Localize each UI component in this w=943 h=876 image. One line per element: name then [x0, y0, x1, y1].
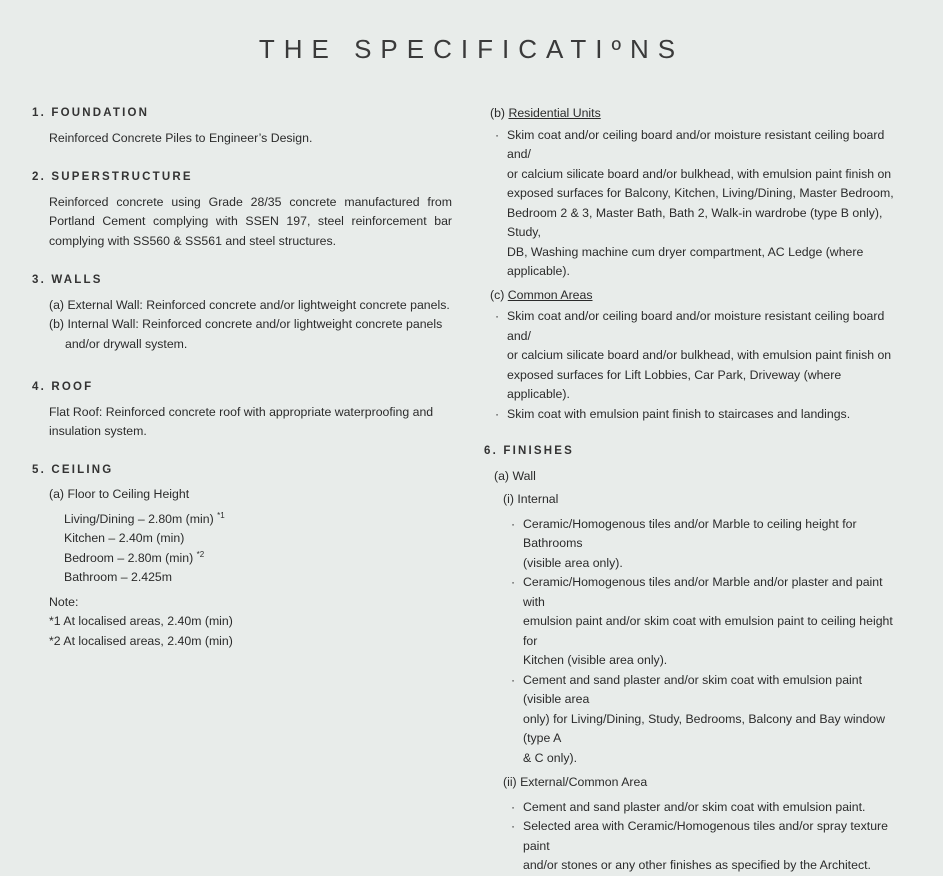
section-heading-superstructure: 2. SUPERSTRUCTURE — [32, 171, 193, 183]
common-areas-label: Common Areas — [507, 287, 593, 302]
note-label: Note: — [49, 594, 79, 609]
internal-line: only) for Living/Dining, Study, Bedrooms, Balcony and Bay window (type A — [523, 711, 886, 745]
finishes-external-label: (ii) External/Common Area — [503, 775, 648, 789]
list-item — [490, 126, 900, 282]
section-heading-walls: 3. WALLS — [32, 274, 103, 286]
residential-line: · Skim coat and/or ceiling board and/or moisture resistant ceiling board and/ — [507, 127, 885, 161]
walls-body — [32, 296, 452, 355]
walls-external: (a) External Wall: Reinforced concrete and/or lightweight concrete panels. — [49, 297, 450, 312]
common-areas-heading — [490, 286, 900, 306]
footnote-marker: *1 — [217, 510, 225, 520]
note-item: *2 At localised areas, 2.40m (min) — [49, 633, 233, 648]
roof-body — [32, 403, 452, 442]
right-column — [484, 104, 900, 876]
ceiling-height-item — [64, 568, 452, 588]
residential-line: Bedroom 2 & 3, Master Bath, Bath 2, Walk-in wardrobe (type B only), Study, — [507, 205, 883, 239]
residential-line: or calcium silicate board and/or bulkhead, with emulsion paint finish on — [507, 166, 892, 181]
residential-units-label: Residential Units — [508, 106, 601, 120]
finishes-wall-body — [494, 490, 900, 876]
list-item — [506, 671, 900, 769]
common-line: · Skim coat with emulsion paint finish to staircases and landings. — [507, 406, 851, 421]
ceiling-height-text: Kitchen – 2.40m (min) — [64, 531, 185, 545]
internal-line: · Ceramic/Homogenous tiles and/or Marble and/or plaster and paint with — [523, 575, 883, 609]
list-item — [506, 515, 900, 574]
walls-internal-line-2: and/or drywall system. — [65, 336, 188, 351]
note-item: *1 At localised areas, 2.40m (min) — [49, 614, 233, 628]
list-item — [490, 405, 900, 425]
superstructure-text: Reinforced concrete using Grade 28/35 concrete manufactured from Portland Cement complying with SSEN 197, steel reinforcement bar complying with SS560 & SS561 and steel structures. — [49, 194, 452, 248]
finishes-internal-label: (i) Internal — [503, 492, 559, 506]
ceiling-height-text: Bedroom – 2.80m (min) — [64, 550, 194, 565]
ceiling-heights-list — [49, 510, 452, 588]
foundation-text: Reinforced Concrete Piles to Engineer’s Design. — [49, 130, 313, 145]
finishes-wall-label: (a) Wall — [494, 468, 536, 483]
subsection-residential-units — [490, 104, 900, 282]
ceiling-notes — [49, 593, 452, 652]
internal-line: emulsion paint and/or skim coat with emulsion paint to ceiling height for — [523, 614, 893, 648]
internal-line: Kitchen (visible area only). — [523, 653, 668, 667]
internal-line: & C only). — [523, 750, 577, 765]
ceiling-height-item — [64, 549, 452, 569]
common-line: or calcium silicate board and/or bulkhead, with emulsion paint finish on — [507, 348, 892, 362]
residential-line: DB, Washing machine cum dryer compartment, AC Ledge (where applicable). — [507, 244, 864, 278]
list-item — [490, 307, 900, 405]
finishes-body — [484, 467, 900, 876]
subsection-common-areas — [490, 286, 900, 425]
external-line: · Selected area with Ceramic/Homogenous tiles and/or spray texture paint — [523, 819, 888, 853]
internal-bullet-list — [506, 515, 900, 769]
internal-line: · Cement and sand plaster and/or skim coat with emulsion paint (visible area — [523, 672, 863, 706]
internal-line: · Ceramic/Homogenous tiles and/or Marble to ceiling height for Bathrooms — [523, 516, 857, 550]
external-line: · Cement and sand plaster and/or skim coat with emulsion paint. — [523, 799, 866, 814]
common-bullet-list — [490, 307, 900, 424]
residential-prefix: (b) — [490, 106, 509, 120]
common-line: exposed surfaces for Lift Lobbies, Car Park, Driveway (where applicable). — [507, 367, 842, 401]
footnote-marker: *2 — [196, 549, 205, 559]
section-ceiling — [32, 461, 452, 652]
section-heading-ceiling: 5. CEILING — [32, 463, 114, 476]
section-foundation — [32, 104, 452, 148]
residential-line: exposed surfaces for Balcony, Kitchen, Living/Dining, Master Bedroom, — [507, 186, 894, 200]
ceiling-height-item — [64, 510, 452, 530]
ceiling-subheading: (a) Floor to Ceiling Height — [49, 487, 190, 501]
list-item — [506, 573, 900, 671]
residential-bullet-list — [490, 126, 900, 282]
common-prefix: (c) — [490, 287, 508, 302]
list-item — [506, 798, 900, 818]
roof-line-2: insulation system. — [49, 424, 147, 438]
page-title: THE SPECIFICATIºNS — [258, 34, 685, 64]
section-finishes — [484, 442, 900, 876]
ceiling-height-text: Bathroom – 2.425m — [64, 570, 173, 584]
ceiling-body — [32, 485, 452, 651]
walls-internal-line-1: (b) Internal Wall: Reinforced concrete and/or lightweight concrete panels — [49, 317, 443, 331]
common-line: · Skim coat and/or ceiling board and/or moisture resistant ceiling board and/ — [507, 309, 885, 343]
ceiling-height-item — [64, 529, 452, 549]
internal-line: (visible area only). — [523, 555, 623, 570]
section-heading-foundation: 1. FOUNDATION — [32, 107, 150, 119]
section-heading-finishes: 6. FINISHES — [484, 445, 575, 457]
external-bullet-list — [506, 798, 900, 876]
roof-line-1: Flat Roof: Reinforced concrete roof with appropriate waterproofing and — [49, 404, 434, 419]
section-superstructure — [32, 168, 452, 251]
left-column — [32, 104, 452, 673]
residential-units-heading — [490, 104, 900, 124]
external-line: and/or stones or any other finishes as specified by the Architect. — [523, 858, 871, 872]
list-item — [506, 817, 900, 876]
ceiling-height-text: Living/Dining – 2.80m (min) — [64, 511, 214, 526]
section-walls — [32, 271, 452, 354]
section-roof — [32, 378, 452, 442]
section-heading-roof: 4. ROOF — [32, 381, 94, 393]
